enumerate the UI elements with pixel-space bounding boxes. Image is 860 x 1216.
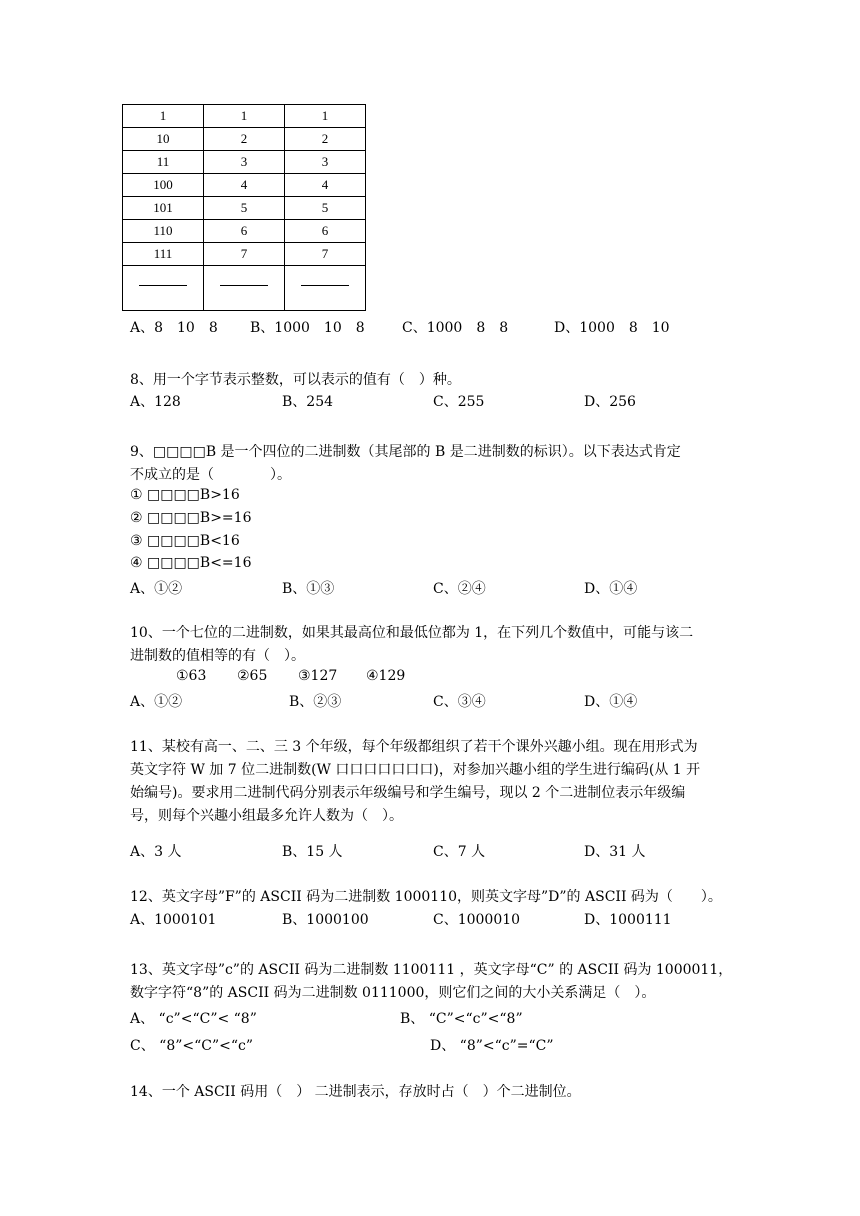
table-row <box>123 151 366 174</box>
q11-option-b: B、15 人 <box>282 844 343 860</box>
conversion-table-body <box>123 105 366 311</box>
q10-choice-3: ③127 <box>298 668 338 684</box>
table-cell: 10 <box>123 128 204 151</box>
table-row <box>123 174 366 197</box>
q12-stem: 12、英文字母”F”的 ASCII 码为二进制数 1000110，则英文字母”D”的 ASCII 码为（ ）。 <box>130 889 722 905</box>
q10-option-c: C、③④ <box>433 694 486 710</box>
table-cell: 1 <box>285 105 366 128</box>
q9-option-d: D、①④ <box>584 581 638 597</box>
q8-option-c: C、255 <box>433 394 485 410</box>
table-cell: 111 <box>123 243 204 266</box>
table-row-blank <box>123 266 366 311</box>
table-cell: 3 <box>285 151 366 174</box>
q11-stem-line1: 11、某校有高一、二、三 3 个年级，每个年级都组织了若干个课外兴趣小组。现在用形式为 <box>130 739 698 755</box>
table-cell: 4 <box>285 174 366 197</box>
q11-stem-line2: 英文字符 W 加 7 位二进制数(W 口口口口口口口)，对参加兴趣小组的学生进行编码(从 1 开 <box>130 762 701 778</box>
q9-expr-4: ④ □□□□B<=16 <box>130 555 252 571</box>
q10-choice-2: ②65 <box>237 668 268 684</box>
table-cell: 101 <box>123 197 204 220</box>
q7-option-a: A、8 10 8 <box>130 320 218 336</box>
conversion-table <box>122 104 366 311</box>
table-cell: 5 <box>285 197 366 220</box>
table-row <box>123 197 366 220</box>
q10-choice-4: ④129 <box>366 668 406 684</box>
table-cell: 3 <box>204 151 285 174</box>
q8-option-a: A、128 <box>130 394 181 410</box>
q12-option-a: A、1000101 <box>130 912 217 928</box>
table-cell: 4 <box>204 174 285 197</box>
table-cell: 110 <box>123 220 204 243</box>
q13-option-c: C、 “8”<“C”<“c” <box>130 1038 254 1054</box>
table-cell: 100 <box>123 174 204 197</box>
table-cell: 1 <box>204 105 285 128</box>
table-row <box>123 128 366 151</box>
q14-stem: 14、一个 ASCII 码用（ ） 二进制表示，存放时占（ ）个二进制位。 <box>130 1084 581 1100</box>
blank-cell <box>285 266 366 311</box>
q11-stem-line3: 始编号)。要求用二进制代码分别表示年级编号和学生编号，现以 2 个二进制位表示年级编 <box>130 785 686 801</box>
q13-option-b: B、 “C”<“c”<“8” <box>400 1011 523 1027</box>
q9-option-c: C、②④ <box>433 581 486 597</box>
blank-cell <box>123 266 204 311</box>
q13-option-a: A、 “c”<“C”< “8” <box>130 1011 257 1027</box>
q9-expr-3: ③ □□□□B<16 <box>130 533 240 549</box>
table-cell: 7 <box>204 243 285 266</box>
table-cell: 11 <box>123 151 204 174</box>
blank-line <box>301 285 349 286</box>
q9-expr-2: ② □□□□B>=16 <box>130 510 252 526</box>
q11-option-a: A、3 人 <box>130 844 182 860</box>
q13-option-d: D、 “8”<“c”=“C” <box>430 1038 554 1054</box>
q9-option-a: A、①② <box>130 581 183 597</box>
q9-expr-1: ① □□□□B>16 <box>130 487 240 503</box>
q13-stem-line1: 13、英文字母”c”的 ASCII 码为二进制数 1100111 ，英文字母“C” 的 ASCII 码为 1000011， <box>130 962 733 978</box>
q12-option-c: C、1000010 <box>433 912 521 928</box>
blank-line <box>220 285 268 286</box>
q10-option-b: B、②③ <box>289 694 342 710</box>
q7-option-d: D、1000 8 10 <box>554 320 670 336</box>
table-row <box>123 220 366 243</box>
q8-stem: 8、用一个字节表示整数，可以表示的值有（ ）种。 <box>130 372 461 388</box>
q10-stem-line1: 10、一个七位的二进制数，如果其最高位和最低位都为 1，在下列几个数值中，可能与该二 <box>130 625 694 641</box>
q10-option-d: D、①④ <box>584 694 638 710</box>
q12-option-d: D、1000111 <box>584 912 672 928</box>
q12-option-b: B、1000100 <box>282 912 369 928</box>
q10-option-a: A、①② <box>130 694 183 710</box>
q7-option-b: B、1000 10 8 <box>250 320 365 336</box>
q9-stem-line1: 9、□□□□B 是一个四位的二进制数（其尾部的 B 是二进制数的标识）。以下表达式肯定 <box>130 444 681 460</box>
table-cell: 6 <box>285 220 366 243</box>
table-cell: 6 <box>204 220 285 243</box>
q7-option-c: C、1000 8 8 <box>402 320 509 336</box>
q9-stem-line2: 不成立的是（ ）。 <box>130 467 291 483</box>
table-cell: 2 <box>285 128 366 151</box>
blank-line <box>139 285 187 286</box>
table-cell: 7 <box>285 243 366 266</box>
table-row <box>123 243 366 266</box>
q9-option-b: B、①③ <box>282 581 335 597</box>
table-cell: 2 <box>204 128 285 151</box>
q11-stem-line4: 号，则每个兴趣小组最多允许人数为（ ）。 <box>130 808 403 824</box>
table-cell: 1 <box>123 105 204 128</box>
q10-stem-line2: 进制数的值相等的有（ ）。 <box>130 648 305 664</box>
q11-option-c: C、7 人 <box>433 844 486 860</box>
q13-stem-line2: 数字字符“8”的 ASCII 码为二进制数 0111000，则它们之间的大小关系满足（ ）。 <box>130 985 656 1001</box>
blank-cell <box>204 266 285 311</box>
table-row <box>123 105 366 128</box>
q8-option-d: D、256 <box>584 394 636 410</box>
table-cell: 5 <box>204 197 285 220</box>
q11-option-d: D、31 人 <box>584 844 646 860</box>
q10-choice-1: ①63 <box>176 668 207 684</box>
q8-option-b: B、254 <box>282 394 334 410</box>
